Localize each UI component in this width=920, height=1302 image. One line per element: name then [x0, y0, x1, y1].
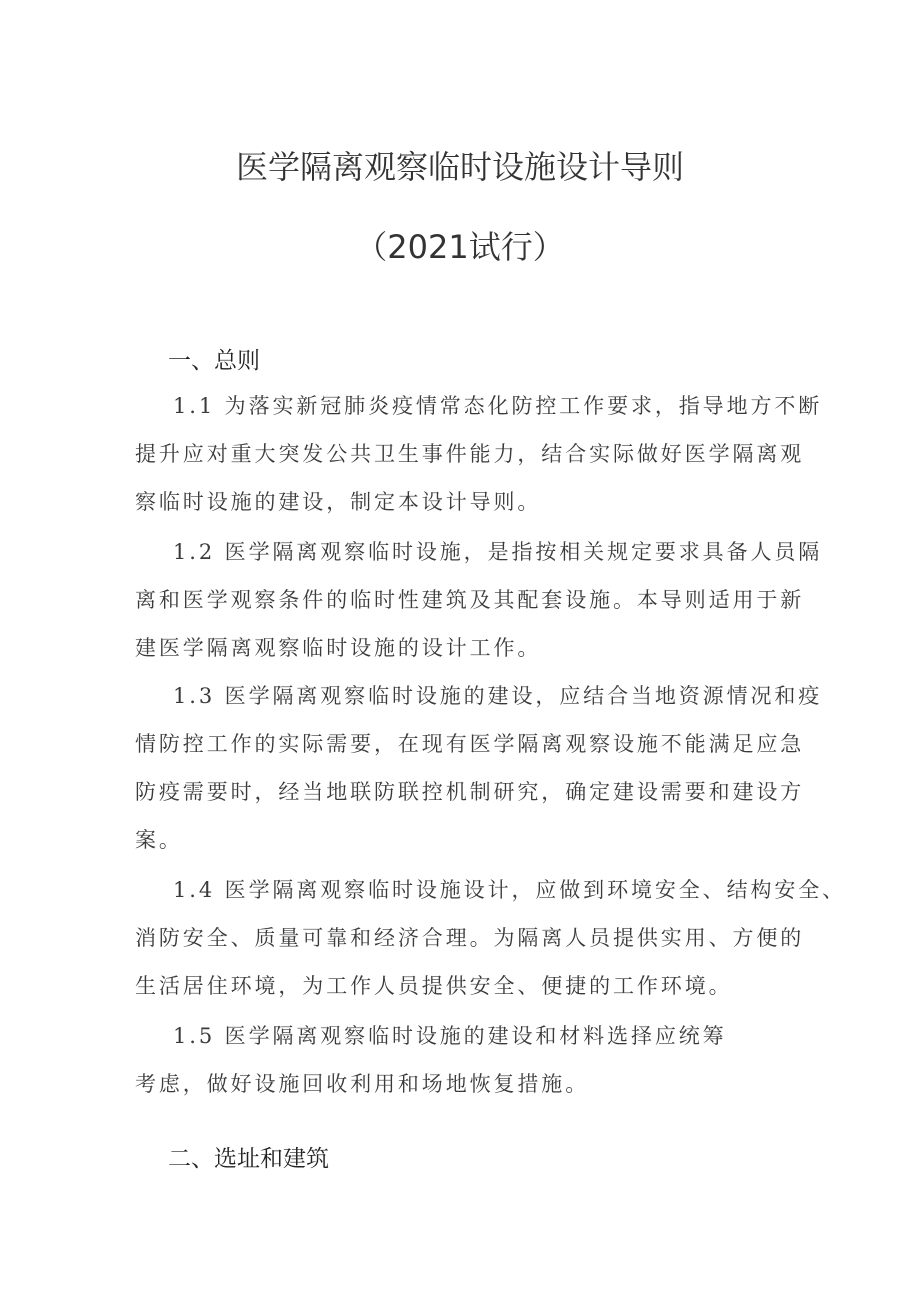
paragraph-1-4: [135, 866, 847, 1010]
paragraph-line: 提升应对重大突发公共卫生事件能力，结合实际做好医学隔离观: [135, 442, 805, 466]
paragraph-line: 生活居住环境，为工作人员提供安全、便捷的工作环境。: [135, 974, 733, 998]
paragraph-line: 消防安全、质量可靠和经济合理。为隔离人员提供实用、方便的: [135, 926, 805, 950]
paragraph-line: 1.2 医学隔离观察临时设施，是指按相关规定要求具备人员隔: [173, 540, 823, 564]
paragraph-line: 1.4 医学隔离观察临时设施设计，应做到环境安全、结构安全、: [173, 878, 847, 902]
paragraph-line: 1.3 医学隔离观察临时设施的建设，应结合当地资源情况和疫: [173, 684, 823, 708]
paragraph-line: 1.5 医学隔离观察临时设施的建设和材料选择应统筹: [173, 1024, 727, 1048]
section-heading-site-and-building: 二、选址和建筑: [168, 1146, 329, 1172]
paragraph-line: 案。: [135, 828, 183, 852]
paragraph-1-2: [135, 528, 823, 672]
paragraph-line: 察临时设施的建设，制定本设计导则。: [135, 490, 542, 514]
section-heading-general: 一、总则: [168, 348, 260, 374]
paragraph-line: 情防控工作的实际需要，在现有医学隔离观察设施不能满足应急: [135, 732, 805, 756]
paragraph-line: 考虑，做好设施回收利用和场地恢复措施。: [135, 1072, 590, 1096]
paragraph-1-5: [135, 1012, 795, 1108]
paragraph-line: 防疫需要时，经当地联防联控机制研究，确定建设需要和建设方: [135, 780, 805, 804]
paragraph-line: 1.1 为落实新冠肺炎疫情常态化防控工作要求，指导地方不断: [173, 394, 823, 418]
paragraph-line: 建医学隔离观察临时设施的设计工作。: [135, 636, 542, 660]
paragraph-line: 离和医学观察条件的临时性建筑及其配套设施。本导则适用于新: [135, 588, 805, 612]
paragraph-1-3: [135, 672, 823, 864]
document-title: 医学隔离观察临时设施设计导则: [235, 148, 684, 186]
document-subtitle: （2021试行）: [355, 228, 565, 266]
paragraph-1-1: [135, 382, 823, 526]
